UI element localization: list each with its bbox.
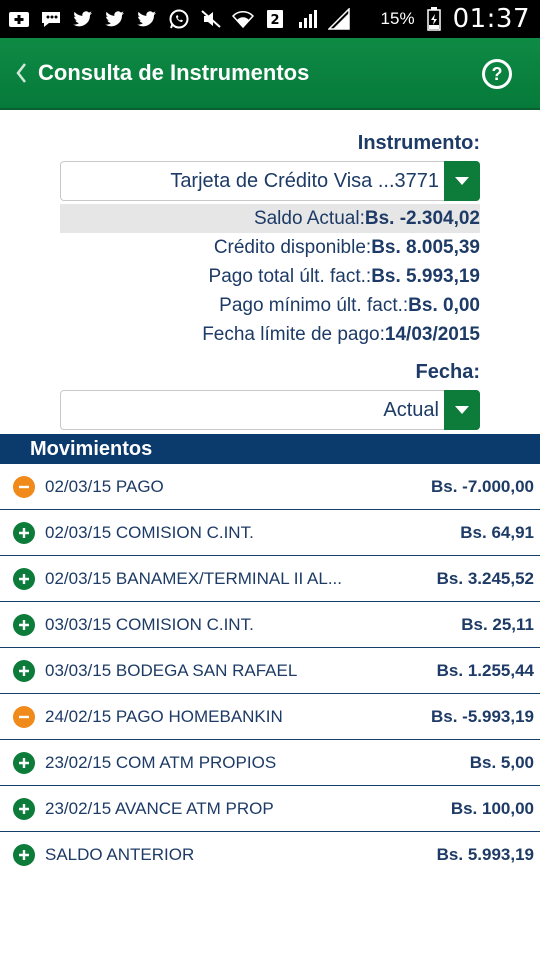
sim-2-icon [264,8,286,30]
movement-amount: Bs. 3.245,52 [436,568,534,588]
movement-row[interactable] [0,740,540,786]
instrumento-label: Instrumento: [357,132,480,154]
fecha-limite-row [60,320,480,349]
saldo-actual-row [60,204,480,233]
plus-circle-icon [13,614,35,636]
movement-amount: Bs. -7.000,00 [430,476,534,496]
plus-circle-icon [13,568,35,590]
twitter-icon [104,8,126,30]
chevron-down-icon [454,405,470,415]
pago-minimo-value: Bs. 0,00 [408,294,480,316]
movement-description: 02/03/15 BANAMEX/TERMINAL II AL... [45,568,342,588]
account-info [0,204,540,349]
notification-icons [8,8,350,30]
movement-row[interactable] [0,556,540,602]
movement-row[interactable] [0,648,540,694]
movement-row[interactable] [0,510,540,556]
fecha-limite-label: Fecha límite de pago: [202,323,385,345]
movement-row[interactable] [0,464,540,510]
pago-total-value: Bs. 5.993,19 [371,265,480,287]
minus-circle-icon [13,476,35,498]
chevron-left-icon [15,62,27,84]
status-bar [0,0,540,38]
bbm-icon [40,8,62,30]
movement-description: SALDO ANTERIOR [45,845,195,864]
movimientos-list [0,464,540,878]
movement-row[interactable] [0,786,540,832]
clock: 01:37 [452,4,530,34]
help-button[interactable] [482,59,512,89]
credito-disponible-value: Bs. 8.005,39 [371,236,480,258]
back-button[interactable] [6,62,36,84]
credito-disponible-label: Crédito disponible: [213,236,372,258]
movement-row[interactable] [0,832,540,878]
plus-circle-icon [13,660,35,682]
instrumento-select[interactable] [60,161,480,201]
plus-box-icon [8,8,30,30]
muted-icon [200,8,222,30]
movement-amount: Bs. 64,91 [460,522,534,542]
movement-amount: Bs. 25,11 [461,614,534,634]
svg-text:2: 2 [270,13,280,28]
whatsapp-icon [168,8,190,30]
movement-row[interactable] [0,694,540,740]
page-title: Consulta de Instrumentos [38,60,310,85]
fecha-value: Actual [383,398,439,421]
movement-amount: Bs. 1.255,44 [436,660,534,680]
plus-circle-icon [13,844,35,866]
battery-icon [423,8,445,30]
wifi-icon [232,8,254,30]
movement-description: 23/02/15 COM ATM PROPIOS [45,752,277,772]
pago-total-label: Pago total últ. fact.: [208,265,372,287]
movement-amount: Bs. -5.993,19 [430,706,534,726]
movement-amount: Bs. 100,00 [450,798,534,818]
movement-amount: Bs. 5,00 [469,752,534,772]
fecha-label: Fecha: [415,361,480,383]
credito-disponible-row [60,233,480,262]
fecha-select[interactable] [60,390,480,430]
status-right [381,0,530,38]
movement-description: 23/02/15 AVANCE ATM PROP [45,798,274,818]
signal-icon [328,8,350,30]
twitter-icon [72,8,94,30]
twitter-icon [136,8,158,30]
movement-description: 24/02/15 PAGO HOMEBANKIN [45,706,283,726]
signal-roaming-icon [296,8,318,30]
app-bar [0,38,540,110]
instrumento-value: Tarjeta de Crédito Visa ...3771 [170,169,439,192]
pago-total-row [60,262,480,291]
pago-minimo-label: Pago mínimo últ. fact.: [219,294,409,316]
plus-circle-icon [13,522,35,544]
movement-row[interactable] [0,602,540,648]
fecha-limite-value: 14/03/2015 [384,323,480,345]
help-icon: ? [491,63,503,84]
content [0,132,540,878]
movement-description: 03/03/15 BODEGA SAN RAFAEL [45,660,298,680]
movement-description: 02/03/15 COMISION C.INT. [45,522,254,542]
movement-description: 03/03/15 COMISION C.INT. [45,614,254,634]
plus-circle-icon [13,752,35,774]
battery-percent: 15% [380,9,415,28]
chevron-down-icon [454,176,470,186]
saldo-actual-label: Saldo Actual: [253,207,365,229]
dropdown-button[interactable] [444,390,480,430]
minus-circle-icon [13,706,35,728]
plus-circle-icon [13,798,35,820]
pago-minimo-row [60,291,480,320]
saldo-actual-value: Bs. -2.304,02 [364,207,480,229]
dropdown-button[interactable] [444,161,480,201]
movimientos-header: Movimientos [0,434,540,464]
movement-amount: Bs. 5.993,19 [436,845,534,864]
movement-description: 02/03/15 PAGO [45,476,164,496]
